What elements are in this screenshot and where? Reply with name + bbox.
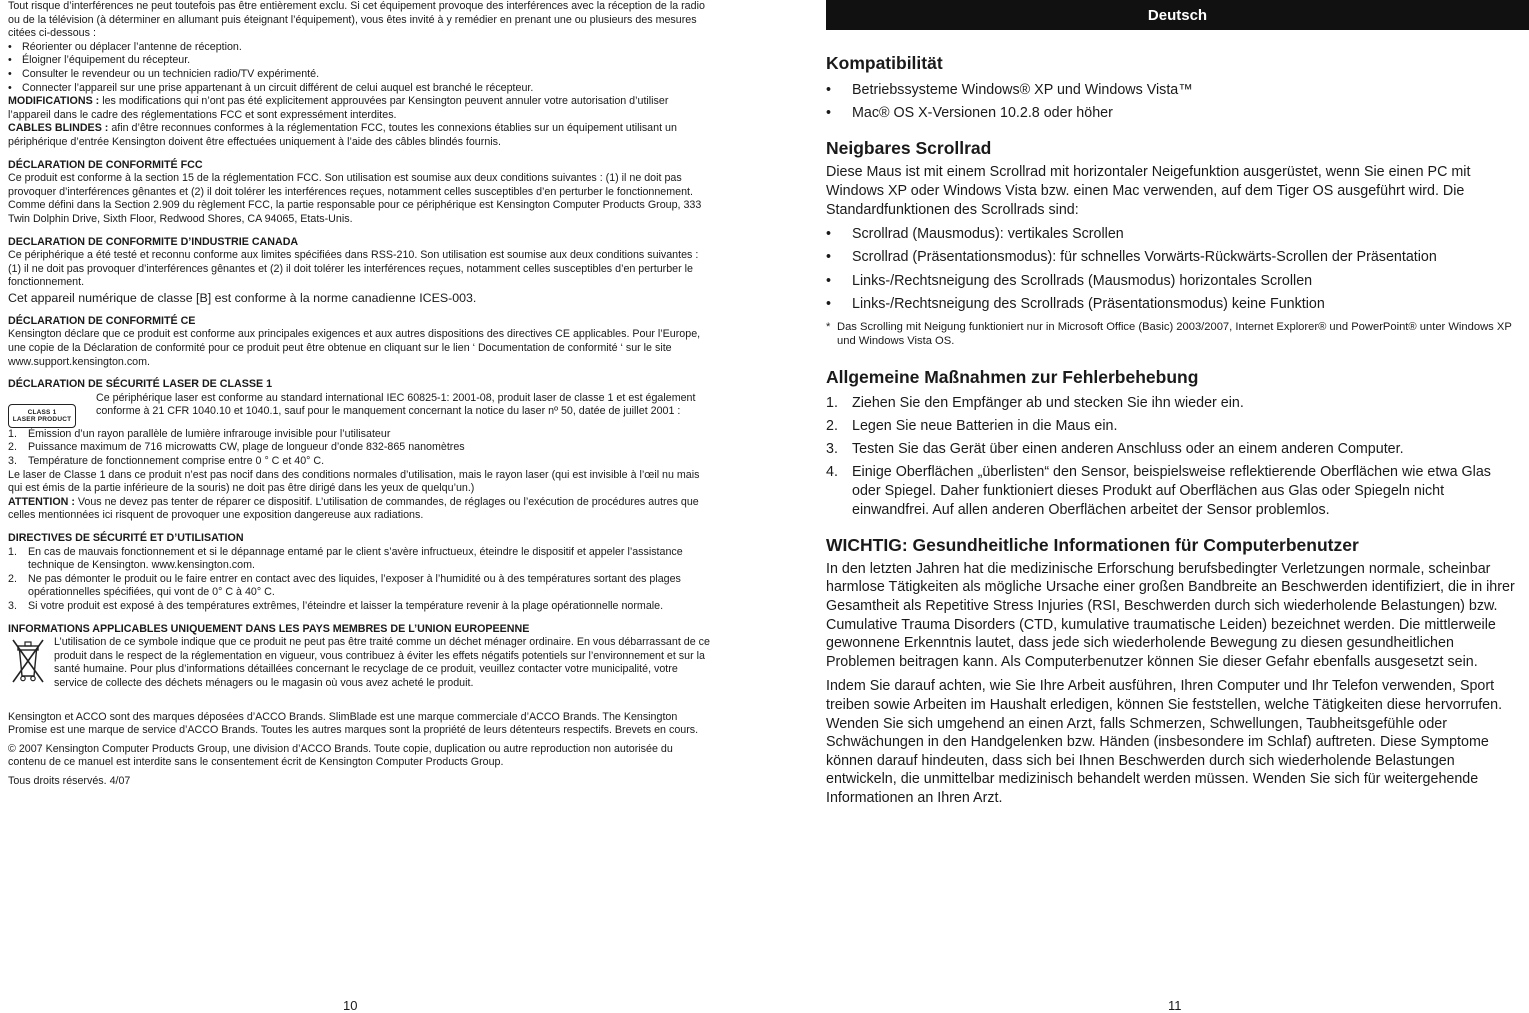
safety-heading: DIRECTIVES DE SÉCURITÉ ET D’UTILISATION	[8, 532, 244, 544]
list-item: 2. Ne pas démonter le produit ou le faire entrer en contact avec des liquides, l’exposer à l’humidité ou à des températures sortant des plages opérationnelles spécifiées, qui vont de 0° C à 40° C.	[8, 572, 681, 599]
eu-paragraph: L’utilisation de ce symbole indique que ce produit ne peut pas être traité comme un déchet ménager ordinaire. En vous débarrassant de ce produit dans le respect de la réglementation en vigueur, vous contribuez à éviter les effets négatifs potentiels sur l’environnement et sur la santé humaine. Pour plus d’informations détaillées concernant le recyclage de ce produit, veuillez contacter votre municipalité, votre service de collecte des déchets ménagers ou le magasin où vous avez acheté le produit.	[54, 636, 710, 689]
modifications-paragraph	[8, 95, 713, 122]
right-page	[826, 0, 1516, 1010]
left-page	[0, 0, 713, 1010]
language-label: Deutsch	[1147, 6, 1208, 24]
list-item: • Consulter le revendeur ou un technicien radio/TV expérimenté.	[8, 68, 713, 82]
kompat-heading: Kompatibilität	[826, 53, 943, 73]
ce-heading: DÉCLARATION DE CONFORMITÉ CE	[8, 314, 196, 327]
intro-paragraph: Tout risque d’interférences ne peut toutefois pas être entièrement exclu. Si cet équipement provoque des interférences avec la réception de la radio ou de la télévision (à déterminer en allumant puis éteignant l’équipement), vous êtes invité à y remédier en prenant une ou plusieurs des mesures citées ci-dessous :	[8, 0, 705, 40]
list-item: • Éloigner l’équipement du récepteur.	[8, 54, 713, 68]
list-item: 1. Émission d’un rayon parallèle de lumière infrarouge invisible pour l’utilisateur	[8, 427, 391, 440]
crossed-bin-icon	[10, 636, 46, 686]
canada-paragraph: Ce périphérique a été testé et reconnu conforme aux limites spécifiées dans RSS-210. Son utilisation est soumise aux deux conditions suivantes : (1) il ne doit pas provoquer d’interférences gênantes et (2) il doit tolérer les interférences reçues, notamment celles susceptibles d’en perturber le fonctionnement.	[8, 249, 699, 289]
list-item: • Scrollrad (Präsentationsmodus): für schnelles Vorwärts-Rückwärts-Scrollen der Präsentation	[826, 248, 1516, 267]
eu-block	[8, 636, 713, 690]
trouble-list	[826, 394, 1516, 519]
laser-after-paragraph: Le laser de Classe 1 dans ce produit n’est pas nocif dans des conditions normales d’utilisation, mais le rayon laser (qui est invisible à l’œil nu mais qui est émis de la partie inférieure de la souris) ne doit pas être dirigé dans les yeux de quelqu’un.)	[8, 468, 700, 495]
attention-label: ATTENTION :	[8, 495, 75, 508]
health-paragraph-1: In den letzten Jahren hat die medizinische Erforschung berufsbedingter Verletzungen normale, scheinbar harmlose Tätigkeiten als mögliche Ursache einer großen Bandbreite an Beschwerden identifiziert, die in ihrer Gesamtheit als Repetitive Stress Injuries (RSI, Beschwerden durch sich wiederholende Belastungen) bzw. Cumulative Trauma Disorders (CTD, kumulative traumatische Leiden) bezeichnet werden. Die mittlerweile gewonnene Erkenntnis lautet, dass jede sich wiederholende Bewegung zu diesen gesundheitlichen Problemen beitragen kann. Als Computerbenutzer können Sie dieser Gefahr ebenfalls ausgesetzt sein.	[826, 560, 1515, 670]
fcc-paragraph: Ce produit est conforme à la section 15 de la réglementation FCC. Son utilisation est soumise aux deux conditions suivantes : (1) il ne doit pas provoquer d’interférences gênantes et (2) il doit tolérer les interférences reçues, notamment celles susceptibles d’en perturber le fonctionnement. Comme défini dans la Section 2.909 du règlement FCC, la partie responsable pour ce périphérique est Kensington Computer Products Group, 333 Twin Dolphin Drive, Sixth Floor, Redwood Shores, CA 94065, Etats-Unis.	[8, 172, 702, 225]
trouble-heading: Allgemeine Maßnahmen zur Fehlerbehebung	[826, 366, 1199, 387]
remedy-list	[8, 41, 713, 95]
modifications-text: les modifications qui n’ont pas été explicitement approuvées par Kensington peuvent annuler votre autorisation d’utiliser l’appareil dans le cadre des réglementations FCC et sont expressément interdites.	[8, 95, 669, 121]
cables-paragraph	[8, 122, 713, 149]
list-item: 2. Puissance maximum de 716 microwatts CW, plage de longueur d’onde 832-865 nanomètres	[8, 441, 465, 454]
page-number-right: 11	[1168, 998, 1182, 1013]
list-item: 3. Testen Sie das Gerät über einen anderen Anschluss oder an einem anderen Computer.	[826, 441, 1404, 458]
trademarks-paragraph: Kensington et ACCO sont des marques déposées d’ACCO Brands. SlimBlade est une marque commerciale d’ACCO Brands. The Kensington Promise est une marque de service d’ACCO Brands. Toutes les autres marques sont la propriété de leurs détenteurs respectifs. Brevets en cours.	[8, 710, 699, 737]
safety-list	[8, 546, 713, 614]
list-item: • Betriebssysteme Windows® XP und Windows Vista™	[826, 81, 1516, 100]
eu-heading: INFORMATIONS APPLICABLES UNIQUEMENT DANS LES PAYS MEMBRES DE L’UNION EUROPEENNE	[8, 622, 530, 635]
list-item: • Mac® OS X-Versionen 10.2.8 oder höher	[826, 104, 1516, 123]
attention-paragraph	[8, 496, 713, 523]
scroll-list	[826, 225, 1516, 313]
health-heading: WICHTIG: Gesundheitliche Informationen für Computerbenutzer	[826, 534, 1359, 555]
class1-laser-badge: CLASS 1 LASER PRODUCT	[8, 404, 76, 428]
scroll-footnote: * Das Scrolling mit Neigung funktioniert nur in Microsoft Office (Basic) 2003/2007, Internet Explorer® und PowerPoint® unter Windows XP und Windows Vista OS.	[826, 320, 1512, 347]
canada-paragraph-2: Cet appareil numérique de classe [B] est conforme à la norme canadienne ICES-003.	[8, 290, 477, 305]
modifications-label: MODIFICATIONS :	[8, 95, 100, 108]
list-item: • Links-/Rechtsneigung des Scrollrads (Präsentationsmodus) keine Funktion	[826, 295, 1516, 314]
cables-text: afin d’être reconnues conformes à la réglementation FCC, toutes les connexions établies sur un équipement utilisant un périphérique d’entrée Kensington doivent être effectuées uniquement à l’aide des câbles blindés fournis.	[8, 122, 677, 148]
list-item: • Connecter l’appareil sur une prise appartenant à un circuit différent de celui auquel est branché le récepteur.	[8, 82, 713, 96]
list-item: 3. Température de fonctionnement comprise entre 0 ° C et 40° C.	[8, 455, 325, 468]
kompat-list	[826, 81, 1516, 123]
list-item: 1. Ziehen Sie den Empfänger ab und stecken Sie ihn wieder ein.	[826, 394, 1244, 411]
list-item: 1. En cas de mauvais fonctionnement et si le dépannage entamé par le client s’avère infructueux, éteindre le dispositif et appeler l’assistance technique de Kensington. www.kensington.com.	[8, 545, 683, 572]
copyright-paragraph: © 2007 Kensington Computer Products Group, une division d’ACCO Brands. Toute copie, duplication ou autre reproduction non autorisée du contenu de ce manuel est interdite sans le consentement écrit de Kensington Computer Products Group.	[8, 742, 673, 769]
canada-heading: DECLARATION DE CONFORMITE D’INDUSTRIE CANADA	[8, 235, 299, 248]
scroll-heading: Neigbares Scrollrad	[826, 138, 992, 159]
health-paragraph-2: Indem Sie darauf achten, wie Sie Ihre Arbeit ausführen, Ihren Computer und Ihr Telefon verwenden, Sport treiben sowie Arbeiten im Haushalt erledigen, können Sie feststellen, welche Tätigkeiten diese hervorrufen. Wenden Sie sich umgehend an einen Arzt, falls Schmerzen, Schwellungen, Taubheitsgefühle oder Schwächungen in den Handgelenken bzw. Händen (insbesondere im Schlaf) auftreten. Diese Symptome können darauf hindeuten, dass sich bei Ihnen Beschwerden durch sich wiederholende Belastungen entwickeln, die unmittelbar medizinisch behandelt werden müssen. Wenden Sie sich für weitergehende Informationen an Ihren Arzt.	[826, 678, 1503, 806]
rights-paragraph: Tous droits réservés. 4/07	[8, 774, 131, 787]
list-item: • Scrollrad (Mausmodus): vertikales Scrollen	[826, 225, 1516, 244]
list-item: 2. Legen Sie neue Batterien in die Maus ein.	[826, 418, 1118, 435]
list-item: 4. Einige Oberflächen „überlisten“ den Sensor, beispielsweise reflektierende Oberflächen wie etwa Glas oder Spiegel. Daher funktioniert dieses Produkt auf Oberflächen aus Glas oder Spiegeln nicht einwandfrei. Auf allen anderen Oberflächen arbeitet der Sensor problemlos.	[826, 464, 1491, 518]
laser-heading: DÉCLARATION DE SÉCURITÉ LASER DE CLASSE 1	[8, 378, 273, 391]
laser-block	[8, 392, 713, 428]
list-item: • Links-/Rechtsneigung des Scrollrads (Mausmodus) horizontales Scrollen	[826, 272, 1516, 291]
cables-label: CABLES BLINDES :	[8, 122, 109, 135]
laser-list	[8, 428, 713, 469]
attention-text: Vous ne devez pas tenter de réparer ce dispositif. L’utilisation de commandes, de réglages ou l’exécution de procédures autres que celles mentionnées ici risquent de provoquer une exposition dangereuse aux radiations.	[8, 495, 699, 522]
scroll-paragraph: Diese Maus ist mit einem Scrollrad mit horizontaler Neigefunktion ausgerüstet, wenn Sie einen PC mit Windows XP oder Windows Vista bzw. einen Mac verwenden, auf dem Tiger OS ausgeführt wird. Die Standardfunktionen des Scrollrads sind:	[826, 164, 1471, 218]
fcc-heading: DÉCLARATION DE CONFORMITÉ FCC	[8, 158, 203, 171]
list-item: • Réorienter ou déplacer l’antenne de réception.	[8, 41, 713, 55]
ce-paragraph: Kensington déclare que ce produit est conforme aux principales exigences et aux autres dispositions des directives CE applicables. Pour l’Europe, une copie de la Déclaration de conformité pour ce produit peut être obtenue en cliquant sur le lien ‘ Documentation de conformité ‘ sur le site www.support.kensington.com.	[8, 328, 701, 368]
list-item: 3. Si votre produit est exposé à des températures extrêmes, l’éteindre et laisser la température revenir à la plage opérationnelle normale.	[8, 599, 664, 612]
laser-paragraph: Ce périphérique laser est conforme au standard international IEC 60825-1: 2001-08, produit laser de classe 1 et est également conforme à 21 CFR 1040.10 et 1040.1, sauf pour le manquement concernant la notice du laser nº 50, datée de juillet 2001 :	[96, 391, 696, 418]
page-number-left: 10	[343, 998, 358, 1013]
